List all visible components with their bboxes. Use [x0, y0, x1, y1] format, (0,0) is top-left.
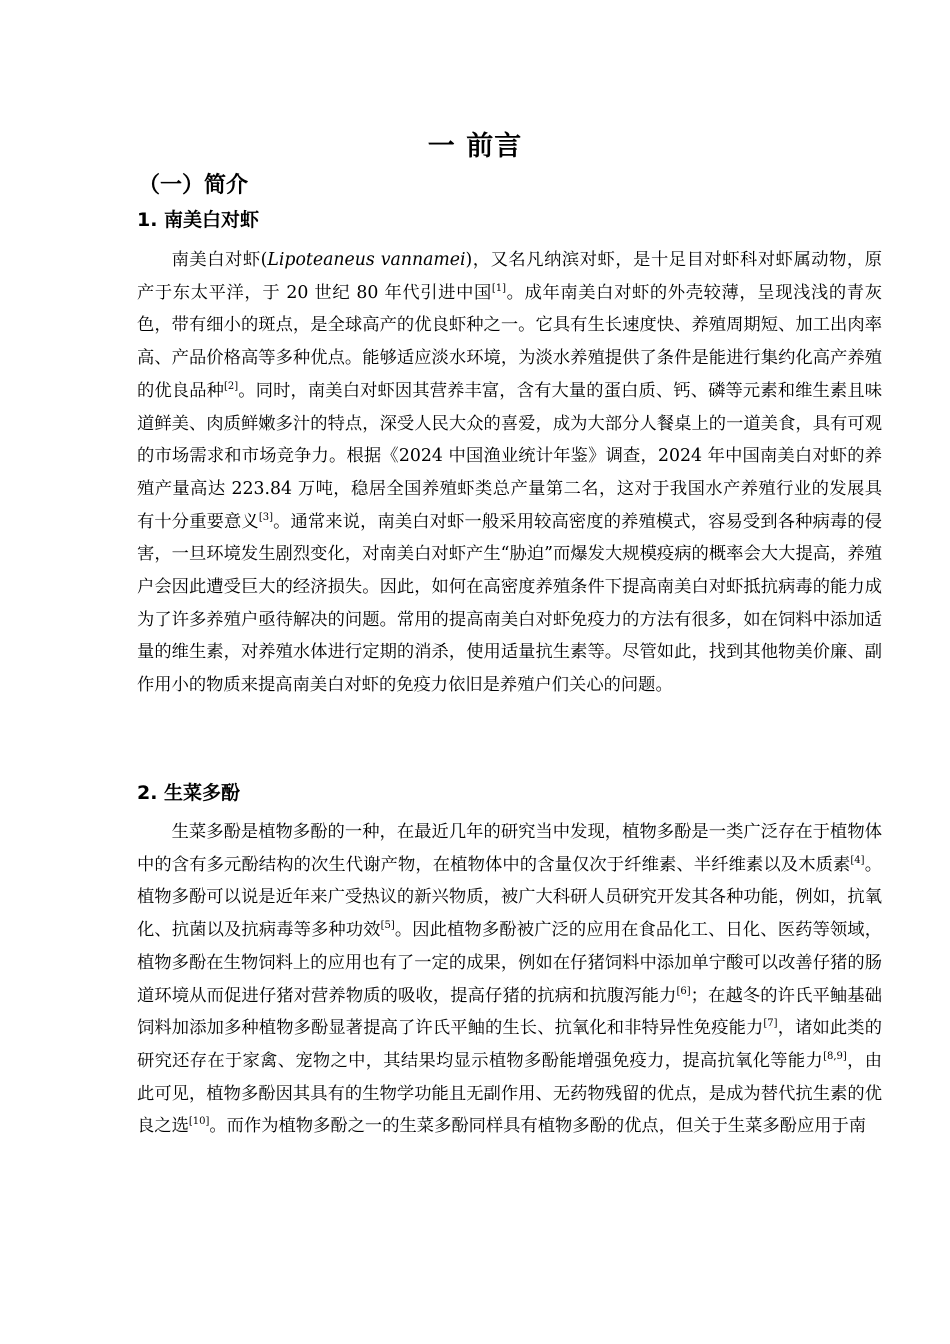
text-run: 。同时，南美白对虾因其营养丰富，含有大量的蛋白质、钙、磷等元素和维生素且味道鲜美、肉质鲜嫩多汁的特点，深受人民大众的喜爱，成为大部分人餐桌上的一道美食，具有可观的市场需求和市场竞争力。根据《2024 中国渔业统计年鉴》调查，2024 年中国南美白对虾的养殖产量高达 223.84 万吨，稳居全国养殖虾类总产量第二名，这对于我国水产养殖行业的发展具有十分重要意义: [137, 380, 882, 532]
citation-ref[interactable]: [7]: [763, 1018, 778, 1030]
text-run: 。因此植物多酚被广泛的应用在食品化工、日化、医药等领域，植物多酚在生物饲料上的应用也有了一定的成果，例如在仔猪饲料中添加单宁酸可以改善仔猪的肠道环境从而促进仔猪对营养物质的吸收，提高仔猪的抗病和抗腹泻能力: [137, 920, 882, 1006]
paragraph-polyphenol: [137, 816, 882, 1143]
citation-ref[interactable]: [4]: [850, 854, 865, 866]
subsection-title-2: 2. 生菜多酚: [137, 782, 241, 804]
text-run: 。成年南美白对虾的外壳较薄，呈现浅浅的青灰色，带有细小的斑点，是全球高产的优良虾种之一。它具有生长速度快、养殖周期短、加工出肉率高、产品价格高等多种优点。能够适应淡水环境，为淡水养殖提供了条件是能进行集约化高产养殖的优良品种: [137, 282, 882, 401]
paragraph-shrimp: [137, 244, 882, 702]
citation-ref[interactable]: [1]: [491, 282, 507, 294]
citation-ref[interactable]: [8,9]: [823, 1050, 847, 1062]
citation-ref[interactable]: [6]: [676, 985, 691, 997]
scientific-name: Lipoteaneus vannamei: [267, 250, 466, 270]
section-title: （一）简介: [138, 173, 249, 198]
text-run: ，由此可见，植物多酚因其具有的生物学功能且无副作用、无药物残留的优点，是成为替代抗生素的优良之选: [137, 1050, 882, 1137]
citation-ref[interactable]: [5]: [380, 920, 395, 932]
citation-ref[interactable]: [3]: [258, 511, 273, 523]
text-run: 生菜多酚是植物多酚的一种，在最近几年的研究当中发现，植物多酚是一类广泛存在于植物体中的含有多元酚结构的次生代谢产物，在植物体中的含量仅次于纤维素、半纤维素以及木质素: [137, 822, 882, 875]
text-run: ，诸如此类的研究还存在于家禽、宠物之中，其结果均显示植物多酚能增强免疫力，提高抗氧化等能力: [137, 1018, 882, 1071]
text-run: 。植物多酚可以说是近年来广受热议的新兴物质，被广大科研人员研究开发其各种功能，例如，抗氧化、抗菌以及抗病毒等多种功效: [137, 854, 882, 941]
text-run: )，又名凡纳滨对虾，是十足目对虾科对虾属动物，原产于东太平洋，于 20 世纪 80 年代引进中国: [137, 250, 883, 303]
chapter-title: 一 前言: [427, 131, 523, 162]
text-run: 。通常来说，南美白对虾一般采用较高密度的养殖模式，容易受到各种病毒的侵害，一旦环境发生剧烈变化，对南美白对虾产生“胁迫”而爆发大规模疫病的概率会大大提高，养殖户会因此遭受巨大的经济损失。因此，如何在高密度养殖条件下提高南美白对虾抵抗病毒的能力成为了许多养殖户亟待解决的问题。常用的提高南美白对虾免疫力的方法有很多，如在饲料中添加适量的维生素，对养殖水体进行定期的消杀，使用适量抗生素等。尽管如此，找到其他物美价廉、副作用小的物质来提高南美白对虾的免疫力依旧是养殖户们关心的问题。: [137, 511, 882, 696]
subsection-title-1: 1. 南美白对虾: [137, 209, 260, 231]
citation-ref[interactable]: [10]: [188, 1116, 210, 1128]
text-run: ；在越冬的许氏平鲉基础饲料加添加多种植物多酚显著提高了许氏平鲉的生长、抗氧化和非特异性免疫能力: [137, 985, 882, 1039]
text-run: 。而作为植物多酚之一的生菜多酚同样具有植物多酚的优点，但关于生菜多酚应用于南: [209, 1116, 867, 1137]
citation-ref[interactable]: [2]: [224, 380, 239, 392]
text-run: 南美白对虾(: [171, 250, 268, 270]
